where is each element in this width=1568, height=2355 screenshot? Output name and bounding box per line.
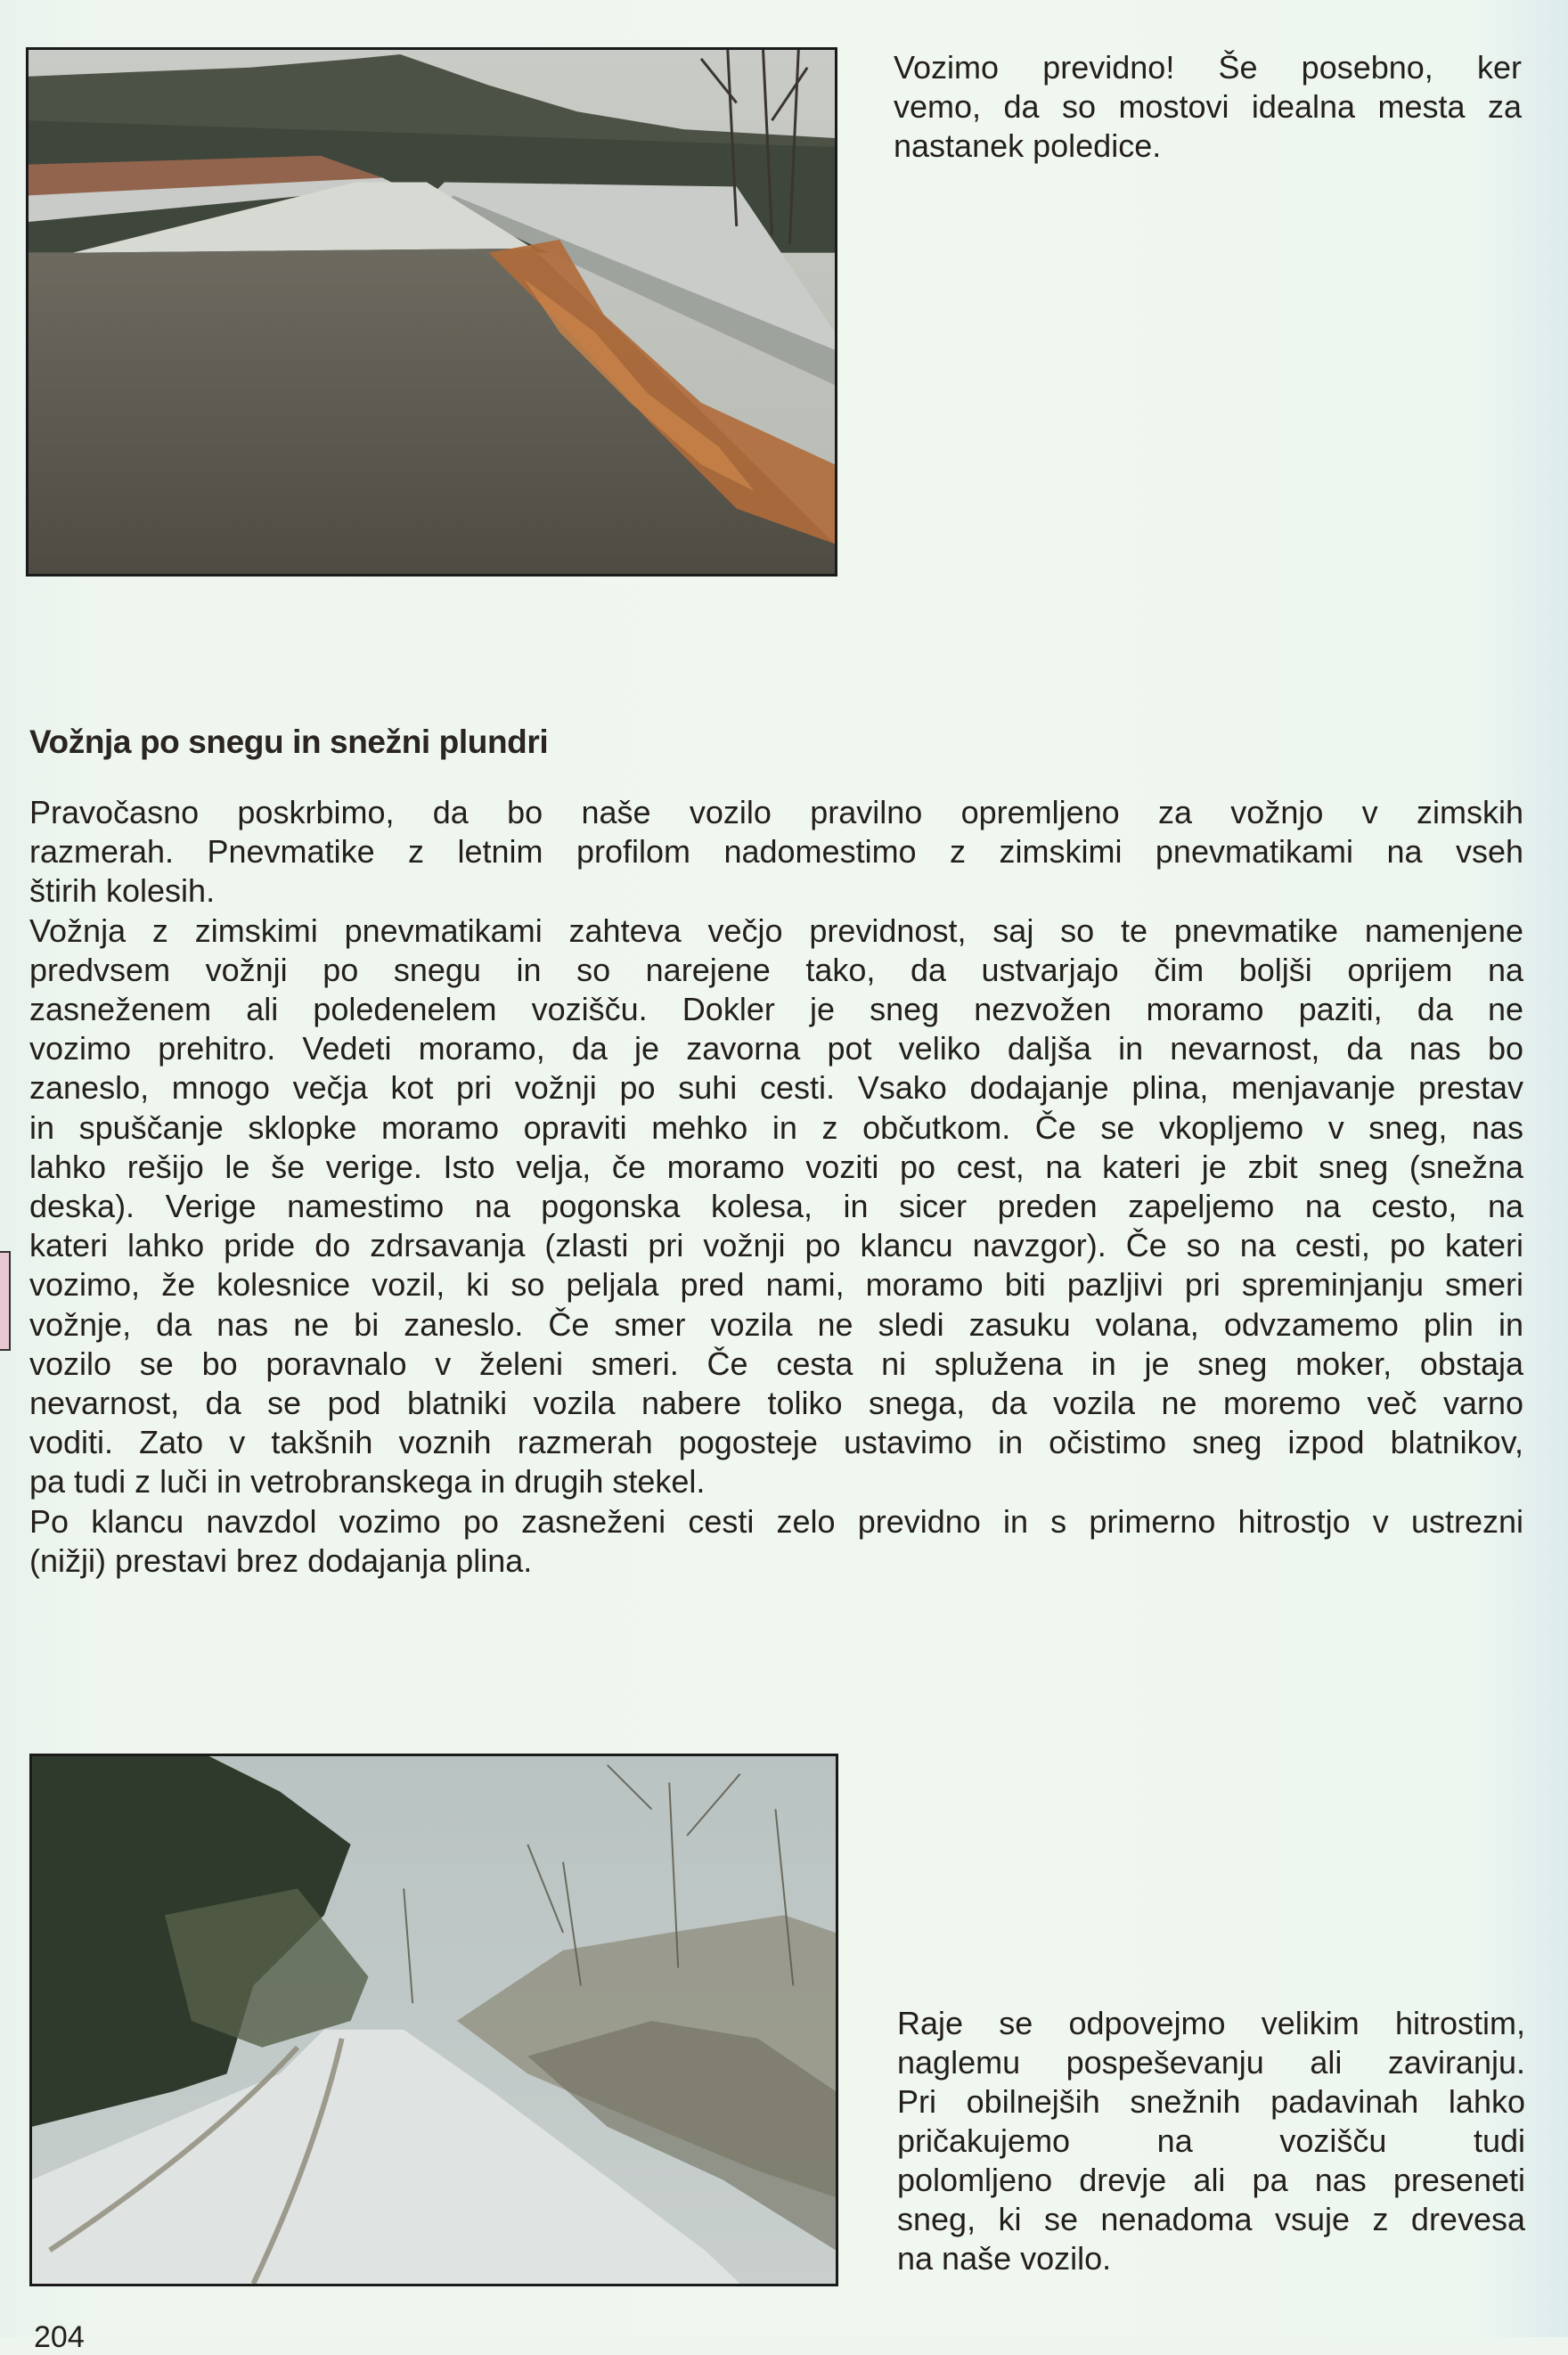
body-line: nevarnost, da se pod blatniki vozila nabere toliko snega, da vozila ne moremo več varno [29, 1385, 1523, 1422]
caption-line: vemo, da so mostovi idealna mesta za [894, 88, 1522, 125]
body-line: kateri lahko pride do zdrsavanja (zlasti pri vožnji po klancu navzgor). Če so na cesti, po kateri [29, 1227, 1523, 1264]
body-line: vozimo prehitro. Vedeti moramo, da je zavorna pot veliko daljša in nevarnost, da nas bo [29, 1030, 1523, 1067]
body-line: vozilo se bo poravnalo v želeni smeri. Če cesta ni splužena in je sneg moker, obstaja [29, 1345, 1523, 1382]
edge-marker [0, 1251, 11, 1351]
bridge-road-image-icon [29, 50, 835, 574]
body-line: lahko rešijo le še verige. Isto velja, če moramo voziti po cest, na kateri je zbit sneg (snežna [29, 1148, 1523, 1185]
body-line: (nižji) prestavi brez dodajanja plina. [29, 1541, 533, 1579]
caption-line: Raje se odpovejmo velikim hitrostim, [897, 2005, 1525, 2041]
caption-line: Vozimo previdno! Še posebno, ker [894, 49, 1522, 86]
body-line: zasneženem ali poledenelem vozišču. Dokler je sneg nezvožen moramo paziti, da ne [29, 991, 1523, 1028]
caption-line: sneg, ki se nenadoma vsuje z drevesa [897, 2201, 1525, 2237]
bridge-caption [894, 48, 1522, 166]
body-line: deska). Verige namestimo na pogonska kolesa, in sicer preden zapeljemo na cesto, na [29, 1188, 1523, 1225]
caption-line: pričakujemo na vozišču tudi [897, 2122, 1525, 2159]
body-line: Vožnja z zimskimi pnevmatikami zahteva večjo previdnost, saj so te pnevmatike namenjene [29, 912, 1523, 949]
body-line: predvsem vožnji po snegu in so narejene tako, da ustvarjajo čim boljši oprijem na [29, 951, 1523, 988]
caption-line: polomljeno drevje ali pa nas preseneti [897, 2162, 1525, 2198]
snowy-road-image-icon [32, 1756, 836, 2284]
snow-road-caption [897, 2004, 1525, 2278]
caption-line: Pri obilnejših snežnih padavinah lahko [897, 2083, 1525, 2120]
section-heading: Vožnja po snegu in snežni plundri [29, 724, 549, 760]
caption-line: nastanek poledice. [894, 127, 1162, 164]
body-line: štirih kolesih. [29, 872, 216, 910]
snow-road-photo [29, 1754, 838, 2286]
body-line: in spuščanje sklopke moramo opraviti mehko in z občutkom. Če se vkopljemo v sneg, nas [29, 1108, 1523, 1146]
body-line: Pravočasno poskrbimo, da bo naše vozilo pravilno opremljeno za vožnjo v zimskih [29, 794, 1523, 830]
body-line: voditi. Zato v takšnih voznih razmerah pogosteje ustavimo in očistimo sneg izpod blatnikov, [29, 1424, 1523, 1461]
page-number: 204 [34, 2320, 85, 2354]
body-line: zaneslo, mnogo večja kot pri vožnji po suhi cesti. Vsako dodajanje plina, menjavanje prestav [29, 1069, 1523, 1107]
section-body [29, 793, 1523, 1581]
caption-line: na naše vozilo. [897, 2240, 1112, 2277]
body-line: pa tudi z luči in vetrobranskega in drugih stekel. [29, 1463, 706, 1500]
caption-line: naglemu pospeševanju ali zaviranju. [897, 2044, 1525, 2081]
body-line: razmerah. Pnevmatike z letnim profilom nadomestimo z zimskimi pnevmatikami na vseh [29, 833, 1523, 871]
body-line: Po klancu navzdol vozimo po zasneženi cesti zelo previdno in s primerno hitrostjo v ustrezni [29, 1502, 1523, 1540]
body-line: vožnje, da nas ne bi zaneslo. Če smer vozila ne sledi zasuku volana, odvzamemo plin in [29, 1305, 1523, 1343]
bridge-photo [26, 47, 837, 576]
body-line: vozimo, že kolesnice vozil, ki so peljala pred nami, moramo biti pazljivi pri spreminjanju smeri [29, 1266, 1523, 1304]
